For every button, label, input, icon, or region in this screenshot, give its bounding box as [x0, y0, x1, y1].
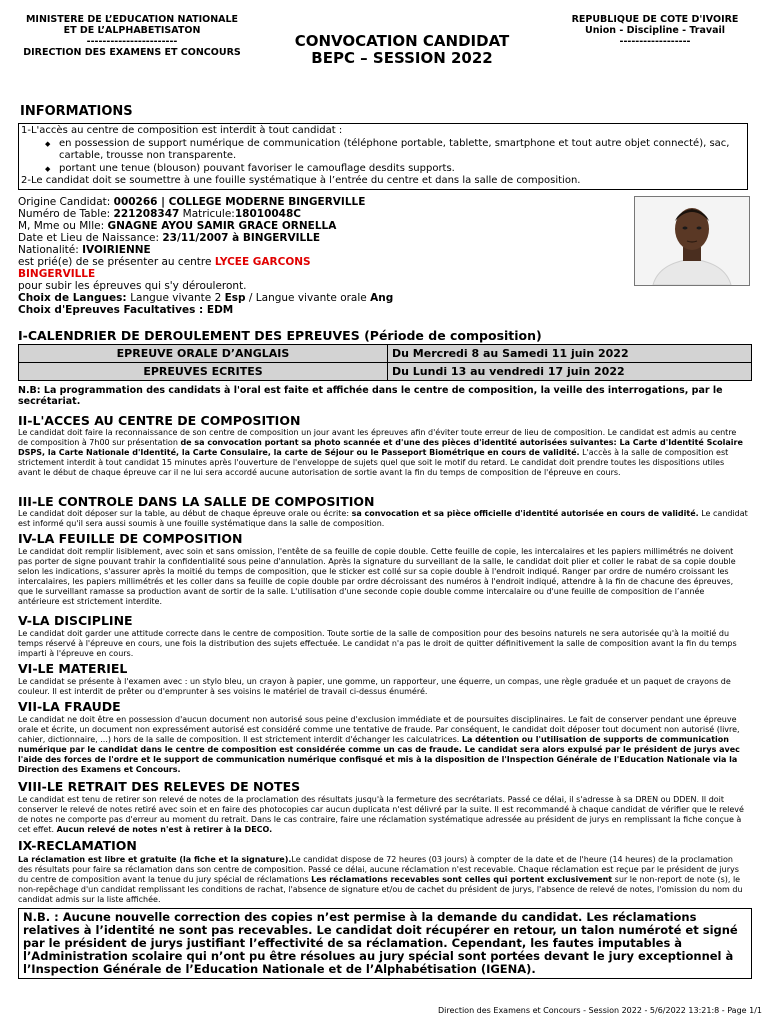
info-line-2: 2-Le candidat doit se soumettre à une fouille systématique à l’entrée du centre et dans la salle de composition. [21, 175, 581, 186]
controle-bold: sa convocation et sa pièce officielle d'identité autorisée en cours de validité. [351, 509, 699, 518]
langues-label: Choix de Langues: [18, 292, 131, 304]
matricule-value: 18010048C [234, 208, 301, 220]
birth-label: Date et Lieu de Naissance: [18, 232, 163, 244]
controle-text-2: Le candidat est informé qu'il sera aussi soumis à une fouille systématique dans la salle de composition. [18, 509, 748, 528]
controle-text: Le candidat doit déposer sur la table, au début de chaque épreuve orale ou écrite: [18, 509, 352, 518]
section-reclamation-body [18, 855, 748, 905]
facultatives-value: EDM [206, 304, 234, 316]
title-line-2: BEPC – SESSION 2022 [311, 49, 493, 67]
section-acces-title: II-L'ACCES AU CENTRE DE COMPOSITION [18, 413, 301, 428]
section-reclamation-title: IX-RECLAMATION [18, 838, 137, 853]
page-footer: Direction des Examens et Concours - Session 2022 - 5/6/2022 13:21:8 - Page 1/1 [438, 1006, 762, 1015]
ministry-line: MINISTERE DE L’EDUCATION NATIONALE [25, 14, 239, 25]
oral-value: Ang [370, 292, 394, 304]
republic-separator: ------------------ [619, 36, 691, 47]
date-cell: Du Mercredi 8 au Samedi 11 juin 2022 [388, 345, 752, 363]
calendar-nb: N.B: La programmation des candidats à l'oral est faite et affichée dans le centre de composition, la veille des interrogations, par le secrétariat. [18, 385, 723, 407]
name-label: M, Mme ou Mlle: [18, 220, 108, 232]
acces-bold: de sa convocation portant sa photo scannée et d'une des pièces d'identité autorisées suivantes: La Carte d'Identité Scolaire DSPS, la Carte Nationale d'Identité, la Carte Consulaire, la carte de Séjour ou le Passeport Biométrique en cours de validité. [18, 438, 743, 457]
republic-name: REPUBLIQUE DE COTE D'IVOIRE [571, 14, 739, 25]
centre-label: est prié(e) de se présenter au centre [18, 256, 215, 268]
candidate-photo [634, 196, 750, 286]
reclamation-bold: Les réclamations recevables sont celles qui portent exclusivement [311, 875, 613, 884]
fraude-text: Le candidat ne doit être en possession d'aucun document non autorisé sous peine d'exclusion immédiate et de poursuites disciplinaires. Le fait de conserver pendant une épreuve orale et écrite, un document non expressément autorisé est considéré comme une tentative de fraude. Par conséquent, le candidat doit déposer tout document non autorisé (livre, cahier, dictionnaire, ...) hors de la salle de composition. Il est strictement interdit d'échanger les calculatrices. [18, 715, 740, 744]
facultatives-label: Choix d'Epreuves Facultatives : [18, 304, 207, 316]
table-row [19, 345, 752, 363]
section-acces-body [18, 428, 748, 478]
ministry-separator: ----------------------- [86, 36, 178, 47]
nationality-label: Nationalité: [18, 244, 83, 256]
republic-motto: Union - Discipline - Travail [585, 25, 725, 36]
informations-box [18, 123, 748, 190]
section-controle-title: III-LE CONTROLE DANS LA SALLE DE COMPOSITION [18, 494, 375, 509]
acces-text-2: L'accès à la salle de composition est strictement interdit à tout candidat 15 minutes après l'ouverture de l'enveloppe de sujets quel que soit le motif du retard. Le candidat doit prendre toutes les dispositions utiles avant le début de chaque épreuve car il ne lui sera accordé aucune autorisation de sortie avant la fin du temps de composition de l'épreuve en cours. [18, 448, 729, 477]
retrait-text: Le candidat est tenu de retirer son relevé de notes de la proclamation des résultats jusqu'à la fermeture des secrétariats. Passé ce délai, il s'adresse à sa DREN ou DDEN. Il doit conserver le relevé de notes retiré avec soin et en faire des photocopies car aucun duplicata n'est délivré par la suite. Il est recommandé à chaque candidat de vérifier que le relevé de notes ne comporte pas d'erreur au moment du retrait. Dans le cas contraire, faire une réclamation systématique adressée au président de jurys en remplissant la fiche conçue à cet effet. [18, 795, 744, 834]
origin-label: Origine Candidat: [18, 196, 114, 208]
date-cell: Du Lundi 13 au vendredi 17 juin 2022 [388, 363, 752, 381]
republic-header [560, 14, 750, 47]
section-discipline-body: Le candidat doit garder une attitude correcte dans le centre de composition. Toute sortie de la salle de composition pour des besoins naturels ne sera autorisée qu'à la moitié du temps réservé à l'épreuve en cours, une fois la distribution des sujets effectuée. Le candidat n'a pas le droit de quitter définitivement la salle de composition avant la fin du temps imparti à l'épreuve en cours. [18, 629, 737, 658]
ministry-header [10, 14, 254, 58]
exam-centre: LYCEE GARCONS BINGERVILLE [18, 256, 311, 280]
fraude-bold: La détention ou l'utilisation de supports de communication numérique par le candidat dans le centre de composition est considérée comme un cas de fraude. Le candidat sera alors expulsé par le président de jurys avec l'aide des forces de l'ordre et le support de communication numérique confisqué et mis à la disposition de l'Inspection Générale de l'Education Nationale via la Direction des Examens et Concours. [18, 735, 740, 774]
candidate-info [18, 196, 618, 316]
info-bullet: ◆ portant une tenue (blouson) pouvant favoriser le camouflage desdits supports. [59, 163, 745, 176]
informations-title: INFORMATIONS [20, 104, 133, 119]
document-title [262, 33, 542, 67]
section-feuille-body: Le candidat doit remplir lisiblement, avec soin et sans omission, l'entête de sa feuille de copie double. Cette feuille de copie, les intercalaires et les papiers millimétrés ne doivent pas porter de signe pouvant trahir la confidentialité sous peine d'annulation. Après la signature du surveillant de la salle, le candidat doit plier et coller le rabat de sa copie double selon les indications, s'assurer après la moitié du temps de composition, que le sticker est collé sur sa copie double à l'endroit indiqué. Ranger par ordre de numéro croissant les intercalaires, les papiers millimétrés et les coller dans sa feuille de copie double par ordre décroissant des numéros à l'endroit indiqué, attendre à la fin de chacune des épreuves, que le surveillant ramasse sa production avant de sortir de la salle. L'utilisation d'une seconde copie double comme intercalaire ou d'une feuille de composition de l’année antérieure est strictement interdite. [18, 547, 736, 606]
ministry-line: ET DE L’ALPHABETISATON [63, 25, 201, 36]
calendar-table [18, 344, 752, 381]
retrait-bold: Aucun relevé de notes n'est à retirer à la DECO. [56, 825, 273, 834]
epreuve-cell: EPREUVES ECRITES [19, 363, 388, 381]
birth-value: 23/11/2007 à BINGERVILLE [162, 232, 321, 244]
epreuves-text: pour subir les épreuves qui s'y dérouleront. [18, 280, 247, 292]
origin-value: 000266 | COLLEGE MODERNE BINGERVILLE [113, 196, 366, 208]
section-feuille-title: IV-LA FEUILLE DE COMPOSITION [18, 531, 243, 546]
candidate-name: GNAGNE AYOU SAMIR GRACE ORNELLA [107, 220, 337, 232]
lv2-value: Esp [224, 292, 246, 304]
section-materiel-body: Le candidat se présente à l'examen avec : un stylo bleu, un crayon à papier, une gomme, un rapporteur, une équerre, un compas, une règle graduée et un paquet de crayons de couleur. Il est interdit de prêter ou d'emprunter à ses voisins le matériel de travail ci-dessus énuméré. [18, 677, 731, 696]
section-fraude-body [18, 715, 748, 775]
table-label: Numéro de Table: [18, 208, 114, 220]
info-line-1: 1-L'accès au centre de composition est interdit à tout candidat : [21, 125, 343, 136]
acces-text: Le candidat doit faire la reconnaissance de son centre de composition un jour avant les épreuves afin d'éviter toute erreur de lieu de composition. Le candidat est admis au centre de composition à 7h00 sur présentation [18, 428, 737, 447]
table-number: 221208347 [113, 208, 180, 220]
nationality-value: IVOIRIENNE [82, 244, 151, 256]
reclamation-bold-lead: La réclamation est libre et gratuite (la fiche et la signature). [18, 855, 292, 864]
reclamation-text-2: sur le non-report de note (s), le non-repêchage d'un candidat remplissant les conditions de rachat, l'absence de signature et/ou de cachet du président de jurys, l'absence de relevé de notes, l'omission du nom du candidat admis sur la liste affichée. [18, 875, 743, 904]
ministry-direction: DIRECTION DES EXAMENS ET CONCOURS [23, 47, 241, 58]
epreuve-cell: EPREUVE ORALE D’ANGLAIS [19, 345, 388, 363]
candidate-photo-image [635, 197, 749, 285]
section-controle-body [18, 509, 748, 529]
table-row [19, 363, 752, 381]
section-materiel-title: VI-LE MATERIEL [18, 661, 128, 676]
calendar-title: I-CALENDRIER DE DEROULEMENT DES EPREUVES (Période de composition) [18, 328, 542, 343]
section-retrait-body [18, 795, 748, 835]
lv2-label: Langue vivante 2 [130, 292, 225, 304]
final-nb-box: N.B. : Aucune nouvelle correction des copies n’est permise à la demande du candidat. Les réclamations relatives à l’identité ne sont pas recevables. Le candidat doit récupérer en retour, un talon numéroté et signé par le président de jurys justifiant l’effectivité de sa réclamation. Cependant, les fautes imputables à l’Administration scolaire qui n’ont pu être résolues au jury spécial sont portées devant le jury exceptionnel à l’Inspection Générale de l’Education Nationale et de l’Alphabétisation (IGENA). [18, 908, 752, 979]
matricule-label: Matricule: [179, 208, 235, 220]
reclamation-text: Le candidat dispose de 72 heures (03 jours) à compter de la date et de l'heure (14 heures) de la proclamation des résultats pour faire sa réclamation dans son centre de composition. Passé ce délai, aucune réclamation n'est recevable. Chaque réclamation est reçue par le président de jurys du centre de composition avant la tenue du jury spécial de réclamations [18, 855, 739, 884]
info-bullet: ◆ en possession de support numérique de communication (téléphone portable, tablette, smartphone et tout autre objet connecté), sac, cartable, trousse non transparente. [59, 138, 745, 163]
section-discipline-title: V-LA DISCIPLINE [18, 613, 133, 628]
section-fraude-title: VII-LA FRAUDE [18, 699, 121, 714]
section-retrait-title: VIII-LE RETRAIT DES RELEVES DE NOTES [18, 779, 301, 794]
info-bullets [21, 138, 745, 176]
oral-label: / Langue vivante orale [245, 292, 371, 304]
title-line-1: CONVOCATION CANDIDAT [294, 32, 510, 50]
